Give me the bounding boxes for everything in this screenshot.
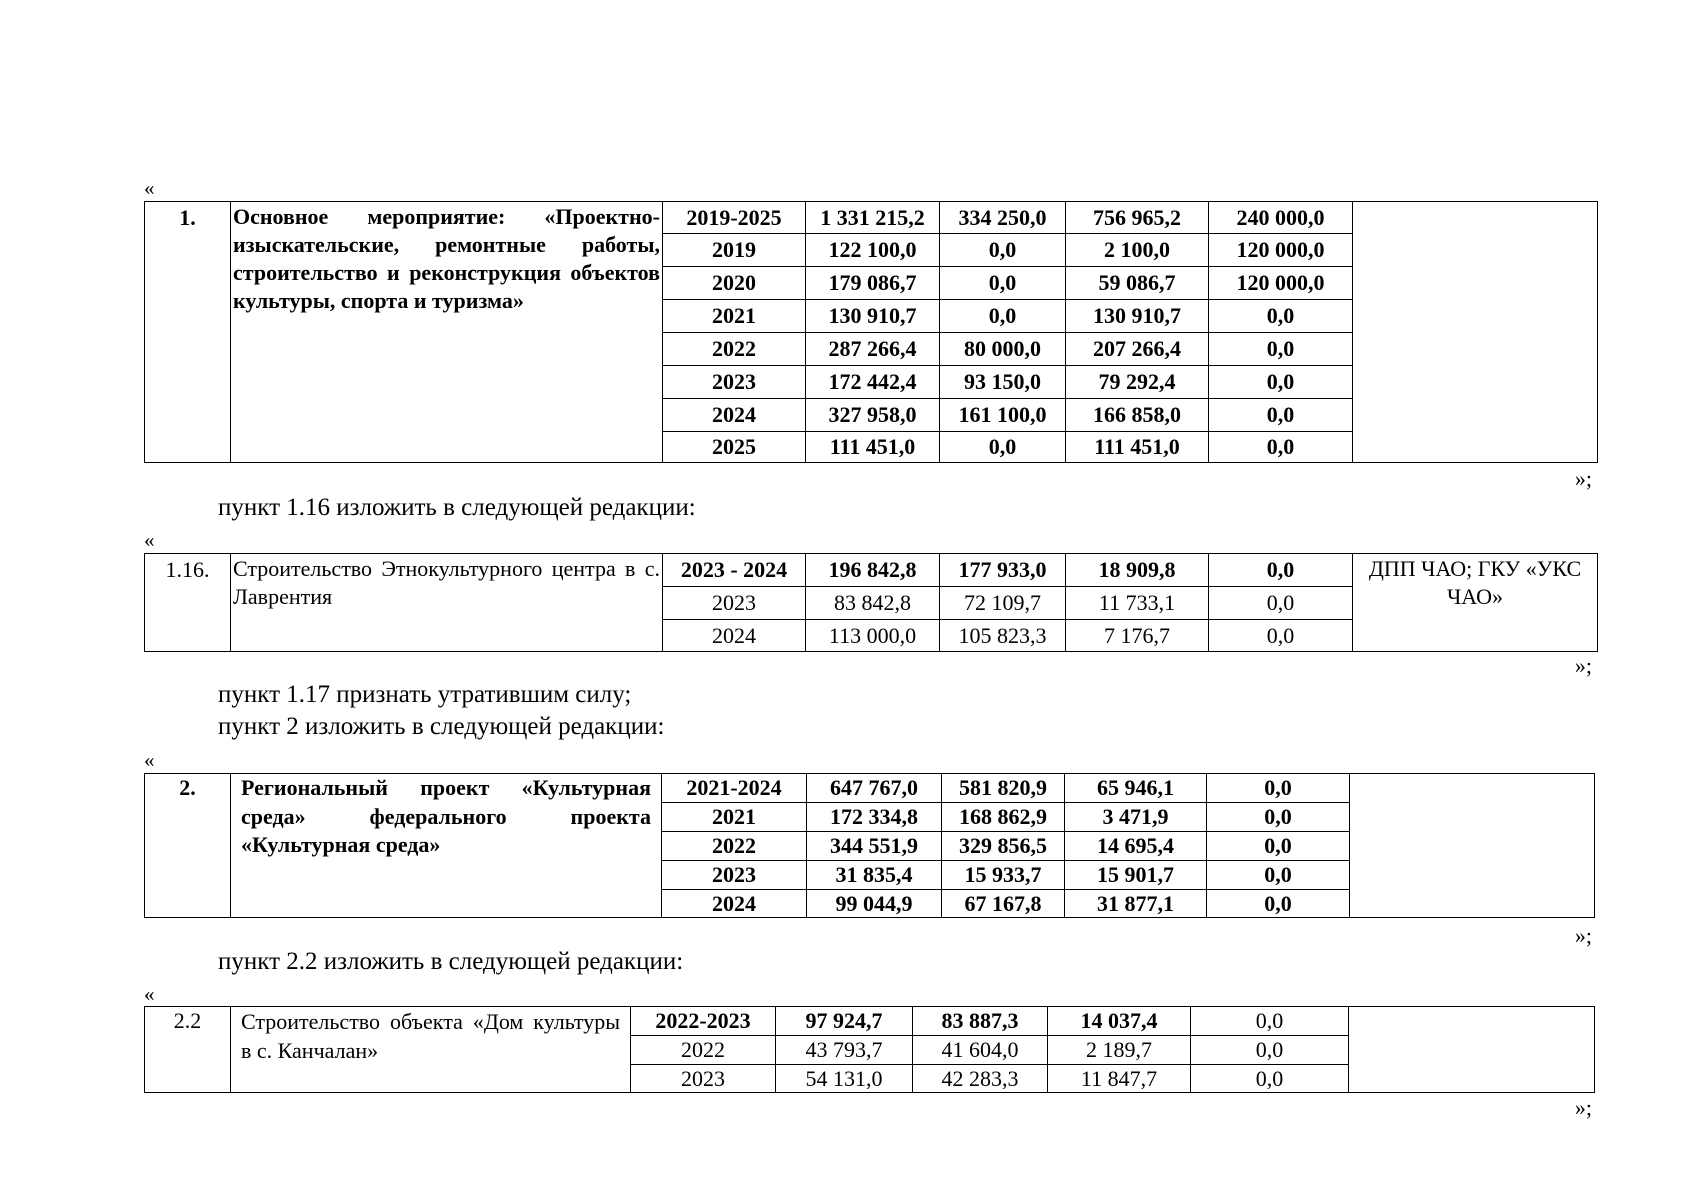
- total-cell: 113 000,0: [806, 620, 940, 652]
- federal-cell: 42 283,3: [913, 1065, 1048, 1093]
- activity-name: Строительство объекта «Дом культуры в с. Канчалан»: [231, 1007, 631, 1093]
- activity-name: Региональный проект «Культурная среда» федерального проекта «Культурная среда»: [231, 774, 662, 918]
- regional-cell: 130 910,7: [1066, 300, 1209, 333]
- other-cell: 0,0: [1209, 300, 1353, 333]
- total-cell: 122 100,0: [806, 234, 940, 267]
- other-cell: 0,0: [1209, 333, 1353, 366]
- row-number: 1.: [145, 202, 231, 463]
- activity-name: Основное мероприятие: «Проектно-изыскательские, ремонтные работы, строительство и реконструкция объектов культуры, спорта и туризма»: [231, 202, 663, 463]
- year-cell: 2022-2023: [631, 1007, 776, 1036]
- total-cell: 97 924,7: [776, 1007, 913, 1036]
- closing-quote: »;: [1574, 653, 1592, 678]
- federal-cell: 67 167,8: [942, 890, 1065, 918]
- federal-cell: 105 823,3: [940, 620, 1066, 652]
- total-cell: 179 086,7: [806, 267, 940, 300]
- regional-cell: 111 451,0: [1066, 432, 1209, 463]
- federal-cell: 80 000,0: [940, 333, 1066, 366]
- regional-cell: 14 037,4: [1048, 1007, 1191, 1036]
- total-cell: 647 767,0: [807, 774, 942, 803]
- other-cell: 0,0: [1209, 399, 1353, 432]
- responsible-cell: [1350, 774, 1595, 918]
- total-cell: 54 131,0: [776, 1065, 913, 1093]
- year-cell: 2024: [662, 890, 807, 918]
- instruction-1-16: пункт 1.16 изложить в следующей редакции:: [218, 494, 696, 521]
- regional-cell: 11 847,7: [1048, 1065, 1191, 1093]
- regional-cell: 3 471,9: [1065, 803, 1207, 832]
- regional-cell: 79 292,4: [1066, 366, 1209, 399]
- regional-cell: 166 858,0: [1066, 399, 1209, 432]
- other-cell: 0,0: [1207, 890, 1350, 918]
- year-cell: 2023: [663, 366, 806, 399]
- year-cell: 2022: [663, 333, 806, 366]
- other-cell: 0,0: [1209, 366, 1353, 399]
- total-cell: 99 044,9: [807, 890, 942, 918]
- table-row: [145, 774, 1595, 803]
- total-cell: 327 958,0: [806, 399, 940, 432]
- federal-cell: 0,0: [940, 234, 1066, 267]
- closing-quote: »;: [1574, 466, 1592, 491]
- federal-cell: 72 109,7: [940, 587, 1066, 620]
- federal-cell: 161 100,0: [940, 399, 1066, 432]
- total-cell: 43 793,7: [776, 1036, 913, 1065]
- regional-cell: 31 877,1: [1065, 890, 1207, 918]
- federal-cell: 0,0: [940, 300, 1066, 333]
- year-cell: 2022: [631, 1036, 776, 1065]
- year-cell: 2020: [663, 267, 806, 300]
- year-cell: 2021: [663, 300, 806, 333]
- closing-quote: »;: [1574, 1095, 1592, 1120]
- year-cell: 2025: [663, 432, 806, 463]
- year-cell: 2023 - 2024: [663, 554, 806, 587]
- activity-name: Строительство Этнокультурного центра в с. Лаврентия: [231, 554, 663, 652]
- other-cell: 0,0: [1191, 1065, 1349, 1093]
- regional-cell: 65 946,1: [1065, 774, 1207, 803]
- total-cell: 83 842,8: [806, 587, 940, 620]
- other-cell: 0,0: [1207, 774, 1350, 803]
- instruction-2-2: пункт 2.2 изложить в следующей редакции:: [218, 948, 684, 975]
- federal-cell: 93 150,0: [940, 366, 1066, 399]
- row-number: 2.: [145, 774, 231, 918]
- table-main-activity: [144, 201, 1598, 463]
- federal-cell: 177 933,0: [940, 554, 1066, 587]
- regional-cell: 15 901,7: [1065, 861, 1207, 890]
- federal-cell: 0,0: [940, 267, 1066, 300]
- table-row: [145, 1007, 1595, 1036]
- total-cell: 287 266,4: [806, 333, 940, 366]
- total-cell: 31 835,4: [807, 861, 942, 890]
- instruction-1-17: пункт 1.17 признать утратившим силу;: [218, 681, 632, 708]
- other-cell: 0,0: [1191, 1007, 1349, 1036]
- federal-cell: 83 887,3: [913, 1007, 1048, 1036]
- responsible-cell: [1353, 202, 1598, 463]
- instruction-2: пункт 2 изложить в следующей редакции:: [218, 713, 665, 740]
- year-cell: 2019-2025: [663, 202, 806, 234]
- total-cell: 196 842,8: [806, 554, 940, 587]
- total-cell: 344 551,9: [807, 832, 942, 861]
- federal-cell: 168 862,9: [942, 803, 1065, 832]
- total-cell: 111 451,0: [806, 432, 940, 463]
- regional-cell: 207 266,4: [1066, 333, 1209, 366]
- table-cultural-environment: [144, 773, 1595, 918]
- year-cell: 2023: [663, 587, 806, 620]
- regional-cell: 756 965,2: [1066, 202, 1209, 234]
- other-cell: 0,0: [1207, 861, 1350, 890]
- federal-cell: 329 856,5: [942, 832, 1065, 861]
- total-cell: 172 442,4: [806, 366, 940, 399]
- federal-cell: 581 820,9: [942, 774, 1065, 803]
- federal-cell: 0,0: [940, 432, 1066, 463]
- table-row: [145, 554, 1598, 587]
- regional-cell: 2 189,7: [1048, 1036, 1191, 1065]
- federal-cell: 334 250,0: [940, 202, 1066, 234]
- regional-cell: 7 176,7: [1066, 620, 1209, 652]
- regional-cell: 18 909,8: [1066, 554, 1209, 587]
- year-cell: 2019: [663, 234, 806, 267]
- regional-cell: 2 100,0: [1066, 234, 1209, 267]
- table-house-of-culture: [144, 1006, 1595, 1093]
- table-row: [145, 202, 1598, 234]
- closing-quote: »;: [1574, 923, 1592, 948]
- row-number: 1.16.: [145, 554, 231, 652]
- year-cell: 2023: [631, 1065, 776, 1093]
- federal-cell: 41 604,0: [913, 1036, 1048, 1065]
- opening-quote: «: [144, 982, 155, 1006]
- year-cell: 2023: [662, 861, 807, 890]
- other-cell: 0,0: [1209, 620, 1353, 652]
- other-cell: 0,0: [1191, 1036, 1349, 1065]
- other-cell: 0,0: [1207, 832, 1350, 861]
- other-cell: 120 000,0: [1209, 267, 1353, 300]
- year-cell: 2021: [662, 803, 807, 832]
- federal-cell: 15 933,7: [942, 861, 1065, 890]
- total-cell: 172 334,8: [807, 803, 942, 832]
- year-cell: 2024: [663, 399, 806, 432]
- row-number: 2.2: [145, 1007, 231, 1093]
- year-cell: 2024: [663, 620, 806, 652]
- year-cell: 2022: [662, 832, 807, 861]
- other-cell: 0,0: [1209, 432, 1353, 463]
- regional-cell: 14 695,4: [1065, 832, 1207, 861]
- other-cell: 0,0: [1209, 554, 1353, 587]
- regional-cell: 59 086,7: [1066, 267, 1209, 300]
- other-cell: 240 000,0: [1209, 202, 1353, 234]
- opening-quote: «: [144, 528, 155, 552]
- other-cell: 120 000,0: [1209, 234, 1353, 267]
- year-cell: 2021-2024: [662, 774, 807, 803]
- opening-quote: «: [144, 176, 155, 200]
- regional-cell: 11 733,1: [1066, 587, 1209, 620]
- total-cell: 1 331 215,2: [806, 202, 940, 234]
- responsible-cell: [1349, 1007, 1595, 1093]
- table-ethnocultural-center: [144, 553, 1598, 652]
- other-cell: 0,0: [1209, 587, 1353, 620]
- other-cell: 0,0: [1207, 803, 1350, 832]
- total-cell: 130 910,7: [806, 300, 940, 333]
- opening-quote: «: [144, 748, 155, 772]
- responsible-cell: ДПП ЧАО; ГКУ «УКС ЧАО»: [1353, 554, 1598, 652]
